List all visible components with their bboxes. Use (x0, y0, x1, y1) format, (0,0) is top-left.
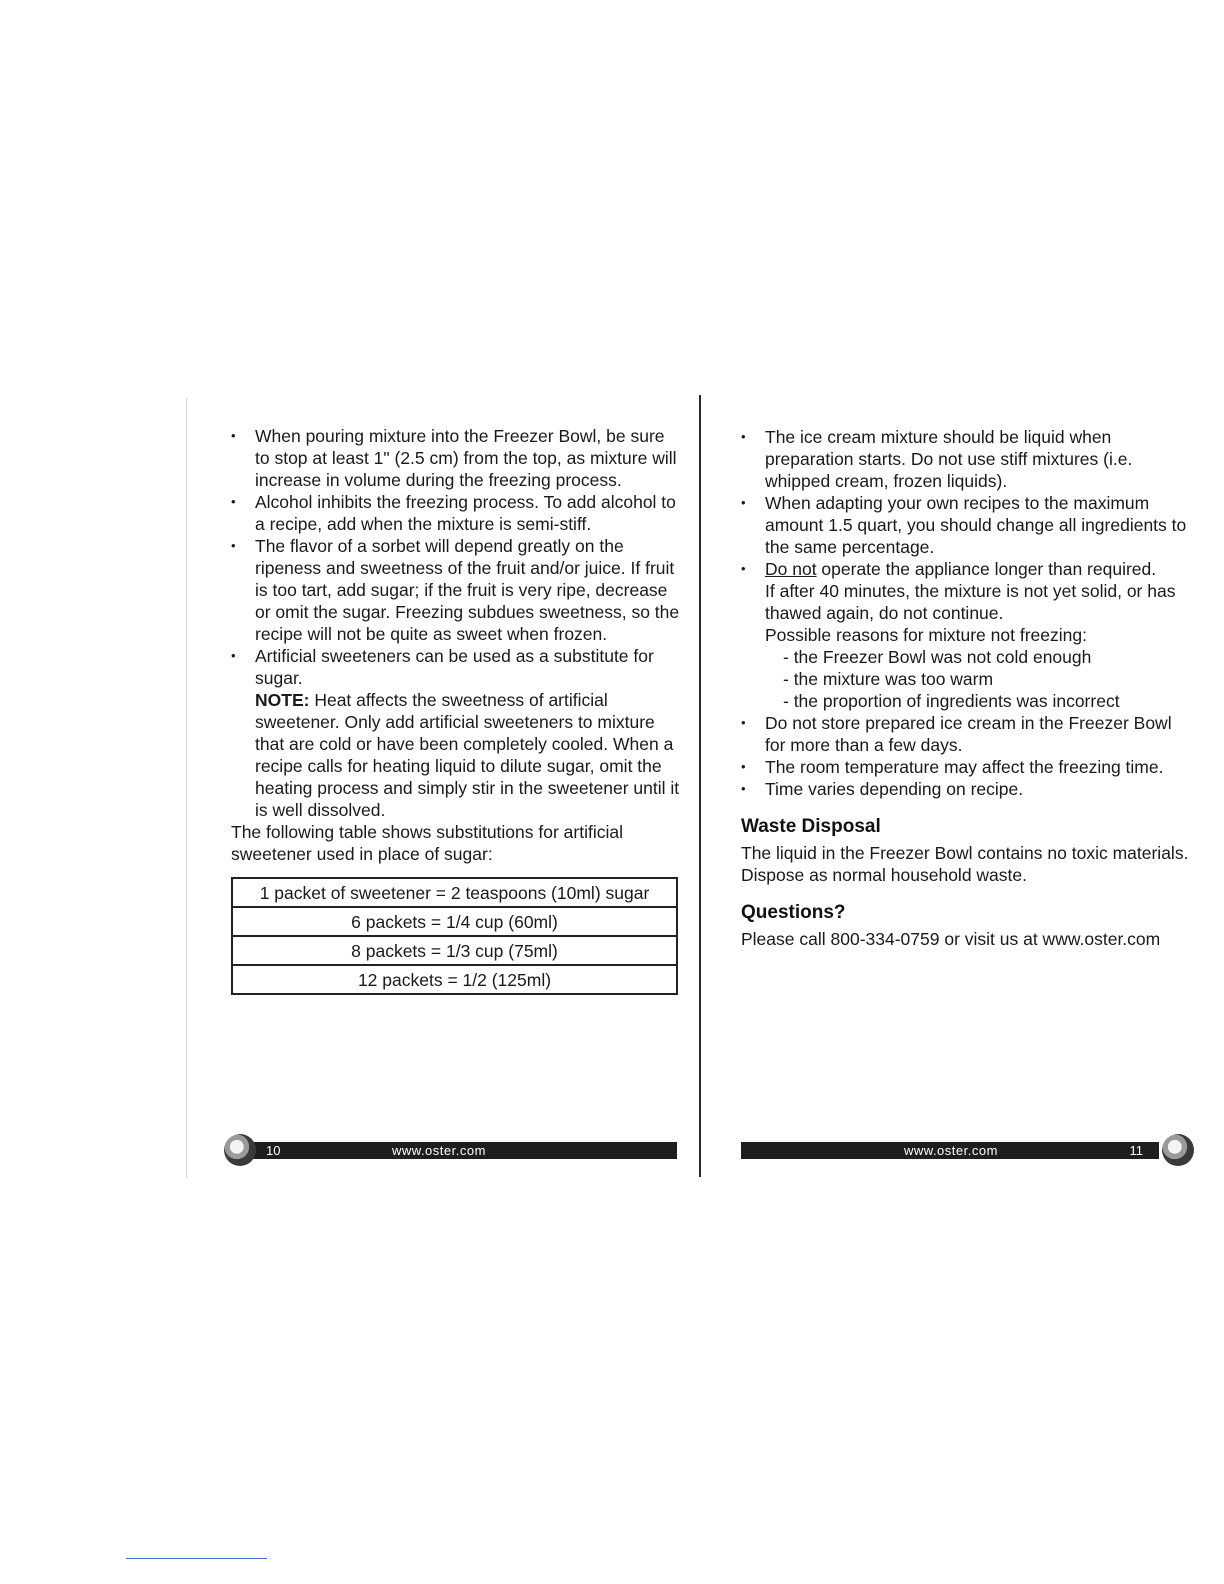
footer-url: www.oster.com (392, 1143, 486, 1158)
do-not-rest: operate the appliance longer than required. (816, 559, 1157, 579)
list-item-do-not (741, 558, 1191, 712)
table-cell: 6 packets = 1/4 cup (60ml) (232, 907, 677, 936)
list-item: • The ice cream mixture should be liquid when preparation starts. Do not use stiff mixtures (i.e. whipped cream, frozen liquids). (741, 426, 1191, 492)
footer-url: www.oster.com (904, 1143, 998, 1158)
list-item: • The flavor of a sorbet will depend greatly on the ripeness and sweetness of the fruit and/or juice. If fruit is too tart, add sugar; if the fruit is very ripe, decrease or omit the sugar. Freezing subdues sweetness, so the recipe will not be quite as sweet when frozen. (231, 535, 681, 645)
table-cell: 12 packets = 1/2 (125ml) (232, 965, 677, 994)
left-column (231, 425, 681, 995)
list-item: • Do not store prepared ice cream in the Freezer Bowl for more than a few days. (741, 712, 1191, 756)
tips-list (741, 426, 1191, 800)
waste-disposal-text: The liquid in the Freezer Bowl contains no toxic materials. Dispose as normal household waste. (741, 843, 1189, 885)
reason-item: - the proportion of ingredients was incorrect (783, 691, 1120, 711)
list-item-sweetener (231, 645, 681, 821)
sweetener-table (231, 877, 678, 995)
list-item: • Alcohol inhibits the freezing process. To add alcohol to a recipe, add when the mixture is semi-stiff. (231, 491, 681, 535)
page-number: 10 (266, 1143, 281, 1158)
waste-disposal-heading: Waste Disposal (741, 816, 881, 837)
sweetener-text: • Artificial sweeteners can be used as a substitute for sugar. (255, 646, 654, 688)
scan-edge-line (186, 398, 187, 1178)
list-item: • When adapting your own recipes to the maximum amount 1.5 quart, you should change all ingredients to the same percentage. (741, 492, 1191, 558)
page-number: 11 (1129, 1143, 1143, 1158)
underline-mark (126, 1558, 267, 1559)
table-cell: 1 packet of sweetener = 2 teaspoons (10ml) sugar (232, 878, 677, 907)
footer-bar-left (240, 1142, 677, 1159)
note-text: Heat affects the sweetness of artificial sweetener. Only add artificial sweeteners to mixture that are cold or have been completely cooled. When a recipe calls for heating liquid to dilute sugar, omit the heating process and simply stir in the sweetener until it is well dissolved. (255, 690, 680, 820)
note-label: NOTE: (255, 690, 310, 710)
table-row (232, 907, 677, 936)
brand-logo-icon (1162, 1134, 1194, 1166)
questions-text: Please call 800-334-0759 or visit us at www.oster.com (741, 929, 1161, 949)
footer-bar-right (741, 1142, 1159, 1159)
brand-logo-icon (224, 1134, 256, 1166)
table-row (232, 878, 677, 907)
do-not-text: Do not (765, 559, 817, 579)
list-item: • Time varies depending on recipe. (741, 778, 1191, 800)
reason-item: - the Freezer Bowl was not cold enough (783, 647, 1092, 667)
table-intro: The following table shows substitutions for artificial sweetener used in place of sugar: (231, 822, 623, 864)
table-cell: 8 packets = 1/3 cup (75ml) (232, 936, 677, 965)
tips-list (231, 425, 681, 821)
do-not-line2: If after 40 minutes, the mixture is not yet solid, or has thawed again, do not continue. (765, 581, 1176, 623)
table-row (232, 936, 677, 965)
list-item: • When pouring mixture into the Freezer Bowl, be sure to stop at least 1" (2.5 cm) from the top, as mixture will increase in volume during the freezing process. (231, 425, 681, 491)
right-column (741, 426, 1191, 950)
list-item: • The room temperature may affect the freezing time. (741, 756, 1191, 778)
questions-heading: Questions? (741, 902, 846, 923)
reason-item: - the mixture was too warm (783, 669, 994, 689)
page-divider (699, 395, 701, 1177)
table-row (232, 965, 677, 994)
reasons-label: Possible reasons for mixture not freezing: (765, 625, 1087, 645)
